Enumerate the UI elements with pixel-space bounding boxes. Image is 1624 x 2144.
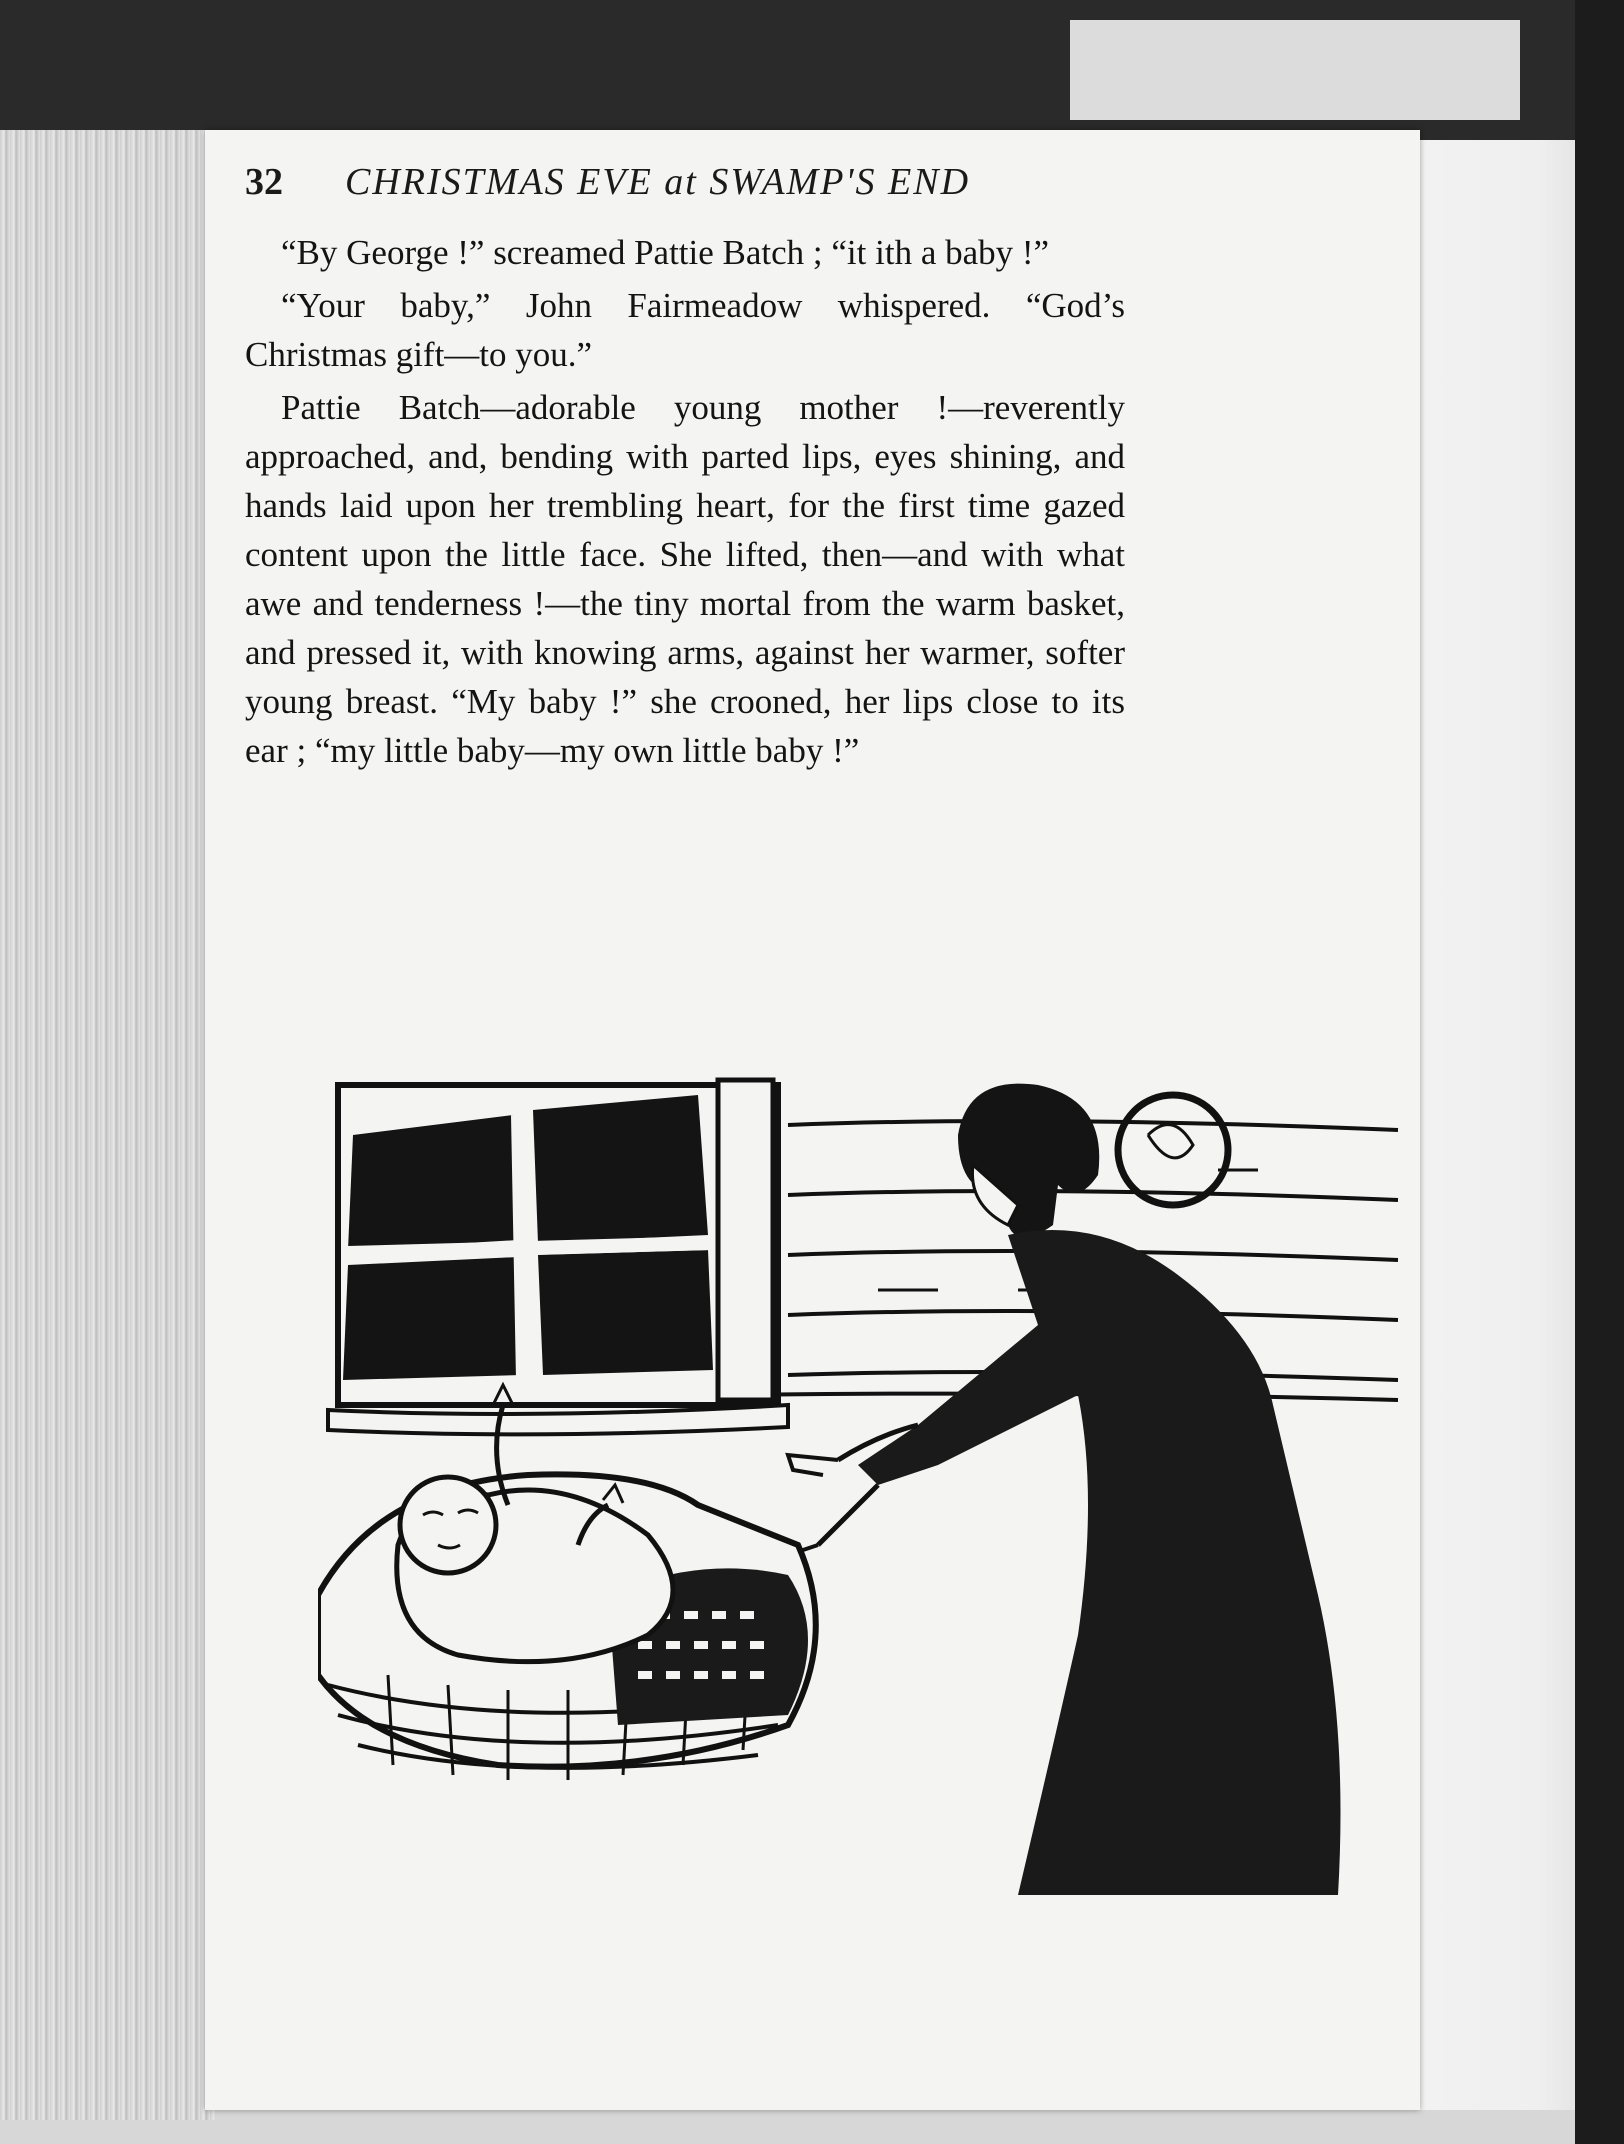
wall-clock-icon xyxy=(1118,1095,1228,1205)
running-title: CHRISTMAS EVE at SWAMP'S END xyxy=(345,161,971,203)
scanner-right-edge xyxy=(1575,0,1624,2144)
scanner-clip xyxy=(1070,20,1520,120)
paragraph-3: Pattie Batch—adorable young mother !—reverently approached, and, bending with parted lips, eyes shining, and hands laid upon her trembling heart, for the first time gazed content upon the little face. She lifted, then—and with what awe and tenderness !—the tiny mortal from the warm basket, and pressed it, with knowing arms, against her warmer, softer young breast. “My baby !” she crooned, her lips close to its ear ; “my little baby—my own little baby !” xyxy=(245,388,1125,770)
page-header xyxy=(245,160,1025,220)
woman-figure-icon xyxy=(788,1084,1341,1895)
left-page-stack xyxy=(0,130,215,2120)
page-number: 32 xyxy=(245,161,283,203)
woman-reaching-for-baby-in-basket-illustration xyxy=(318,1075,1408,1925)
paragraph-2: “Your baby,” John Fairmeadow whispered. “God’s Christmas gift—to you.” xyxy=(245,286,1125,374)
paragraph-1: “By George !” screamed Pattie Batch ; “it ith a baby !” xyxy=(281,233,1050,272)
window-icon xyxy=(328,1080,788,1434)
body-text xyxy=(245,228,1125,779)
